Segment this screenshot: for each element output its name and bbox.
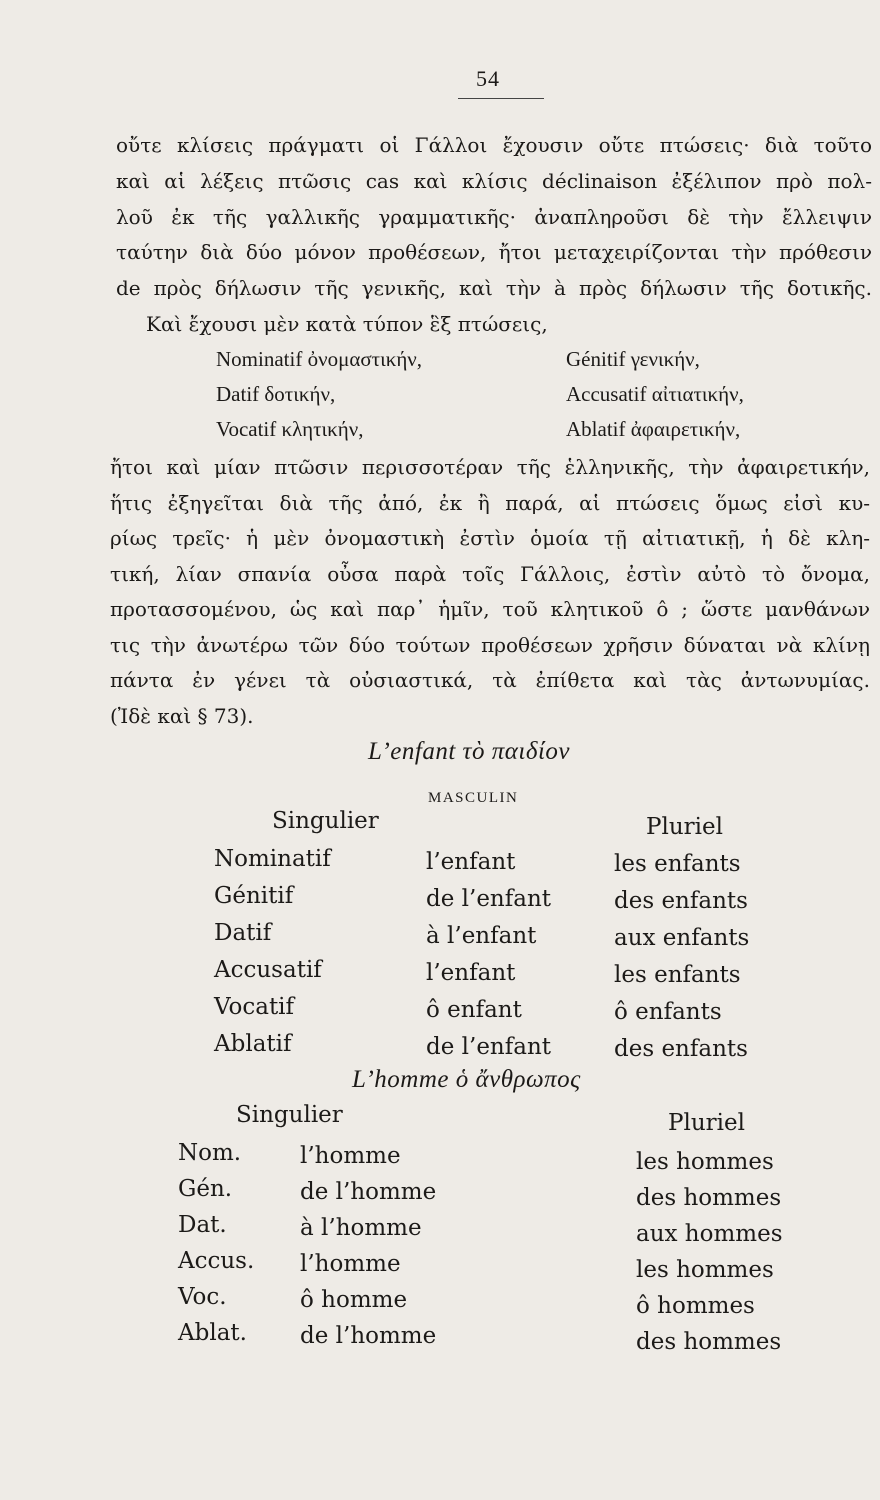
case-row (216, 412, 856, 447)
plural-form: des enfants (614, 1036, 748, 1062)
case-name: Nominatif ὀνομαστικήν, (216, 347, 423, 371)
page-number: 54 (476, 66, 500, 91)
singular-form: de l’homme (300, 1323, 437, 1349)
text-line: προτασσομένου, ὡς καὶ παρ᾽ ἡμῖν, τοῦ κλητικοῦ ô ; ὥστε μανθάνων (110, 597, 870, 621)
text-line: ἤτοι καὶ μίαν πτῶσιν περισσοτέραν τῆς ἑλληνικῆς, τὴν ἀφαιρετικήν, (110, 455, 870, 479)
case-label: Voc. (178, 1284, 227, 1310)
singular-form: de l’enfant (426, 886, 552, 912)
plural-form: les enfants (614, 962, 741, 988)
case-name: Datif δοτικήν, (216, 382, 336, 406)
text-line: de πρὸς δήλωσιν τῆς γενικῆς, καὶ τὴν à πρὸς δήλωσιν τῆς δοτικῆς. (116, 276, 872, 301)
case-label: Nominatif (214, 846, 331, 872)
case-name: Génitif γενικήν, (566, 347, 700, 371)
singular-form: l’enfant (426, 849, 516, 875)
case-label: Gén. (178, 1176, 233, 1202)
column-header-plural: Pluriel (646, 814, 723, 840)
plural-form: des hommes (636, 1185, 782, 1211)
singular-form: de l’homme (300, 1179, 437, 1205)
case-label: Ablatif (214, 1031, 292, 1057)
singular-form: l’homme (300, 1143, 401, 1169)
text-line: τική, λίαν σπανία οὖσα παρὰ τοῖς Γάλλοις, ἐστὶν αὐτὸ τὸ ὄνομα, (110, 561, 870, 586)
text-line: πάντα ἐν γένει τὰ οὐσιαστικά, τὰ ἐπίθετα καὶ τὰς ἀντωνυμίας. (110, 668, 870, 692)
plural-form: des hommes (636, 1329, 782, 1355)
singular-form: l’homme (300, 1251, 401, 1277)
plural-form: des enfants (614, 888, 748, 914)
text-line: οὔτε κλίσεις πράγματι οἱ Γάλλοι ἔχουσιν οὔτε πτώσεις· διὰ τοῦτο (116, 133, 872, 157)
plural-form: ô enfants (614, 999, 722, 1025)
case-names-list (216, 342, 856, 447)
intro-paragraph (116, 128, 872, 343)
column-header-singular: Singulier (272, 808, 379, 834)
plural-form: les hommes (636, 1257, 774, 1283)
column-header-singular: Singulier (236, 1102, 343, 1128)
case-label: Datif (214, 920, 272, 946)
text-line: (Ἰδὲ καὶ § 73). (110, 703, 254, 728)
case-row (216, 377, 856, 412)
text-line: ρίως τρεῖς· ἡ μὲν ὀνομαστικὴ ἐστὶν ὁμοία τῇ αἰτιατικῇ, ἡ δὲ κλη- (110, 526, 870, 550)
plural-form: les hommes (636, 1149, 774, 1175)
case-label: Ablat. (178, 1320, 247, 1346)
case-name: Accusatif αἰτιατικήν, (566, 382, 744, 406)
text-line: καὶ αἱ λέξεις πτῶσις cas καὶ κλίσις déclinaison ἐξέλιπον πρὸ πολ- (116, 168, 872, 193)
declension-title-homme: L’homme ὁ ἄνθρωπος (352, 1066, 581, 1093)
case-name: Ablatif ἀφαιρετικήν, (566, 417, 741, 441)
case-name: Vocatif κλητικήν, (216, 417, 364, 441)
singular-form: ô homme (300, 1287, 408, 1313)
page-number-rule (458, 98, 544, 99)
text-line: ἥτις ἐξηγεῖται διὰ τῆς ἀπό, ἐκ ἢ παρά, αἱ πτώσεις ὅμως εἰσὶ κυ- (110, 490, 870, 515)
singular-form: ô enfant (426, 997, 522, 1023)
second-paragraph (110, 450, 870, 734)
case-row (216, 342, 856, 377)
case-label: Dat. (178, 1212, 227, 1238)
singular-form: à l’homme (300, 1215, 422, 1241)
declension-title-enfant: L’enfant τὸ παιδίον (368, 738, 570, 765)
case-label: Accusatif (214, 957, 322, 983)
case-label: Accus. (178, 1248, 255, 1274)
plural-form: ô hommes (636, 1293, 755, 1319)
singular-form: à l’enfant (426, 923, 537, 949)
plural-form: aux enfants (614, 925, 750, 951)
case-label: Nom. (178, 1140, 242, 1166)
case-label: Génitif (214, 883, 294, 909)
column-header-plural: Pluriel (668, 1110, 745, 1136)
case-label: Vocatif (214, 994, 295, 1020)
singular-form: de l’enfant (426, 1034, 552, 1060)
text-line: λοῦ ἐκ τῆς γαλλικῆς γραμματικῆς· ἀναπληροῦσι δὲ τὴν ἔλλειψιν (116, 204, 872, 229)
gender-label: MASCULIN (428, 790, 519, 806)
plural-form: les enfants (614, 851, 741, 877)
plural-form: aux hommes (636, 1221, 783, 1247)
text-line: Καὶ ἔχουσι μὲν κατὰ τύπον ἓξ πτώσεις, (146, 311, 548, 336)
text-line: τις τὴν ἀνωτέρω τῶν δύο τούτων προθέσεων χρῆσιν δύναται νὰ κλίνῃ (110, 632, 870, 657)
singular-form: l’enfant (426, 960, 516, 986)
text-line: ταύτην διὰ δύο μόνον προθέσεων, ἤτοι μεταχειρίζονται τὴν πρόθεσιν (116, 240, 872, 265)
